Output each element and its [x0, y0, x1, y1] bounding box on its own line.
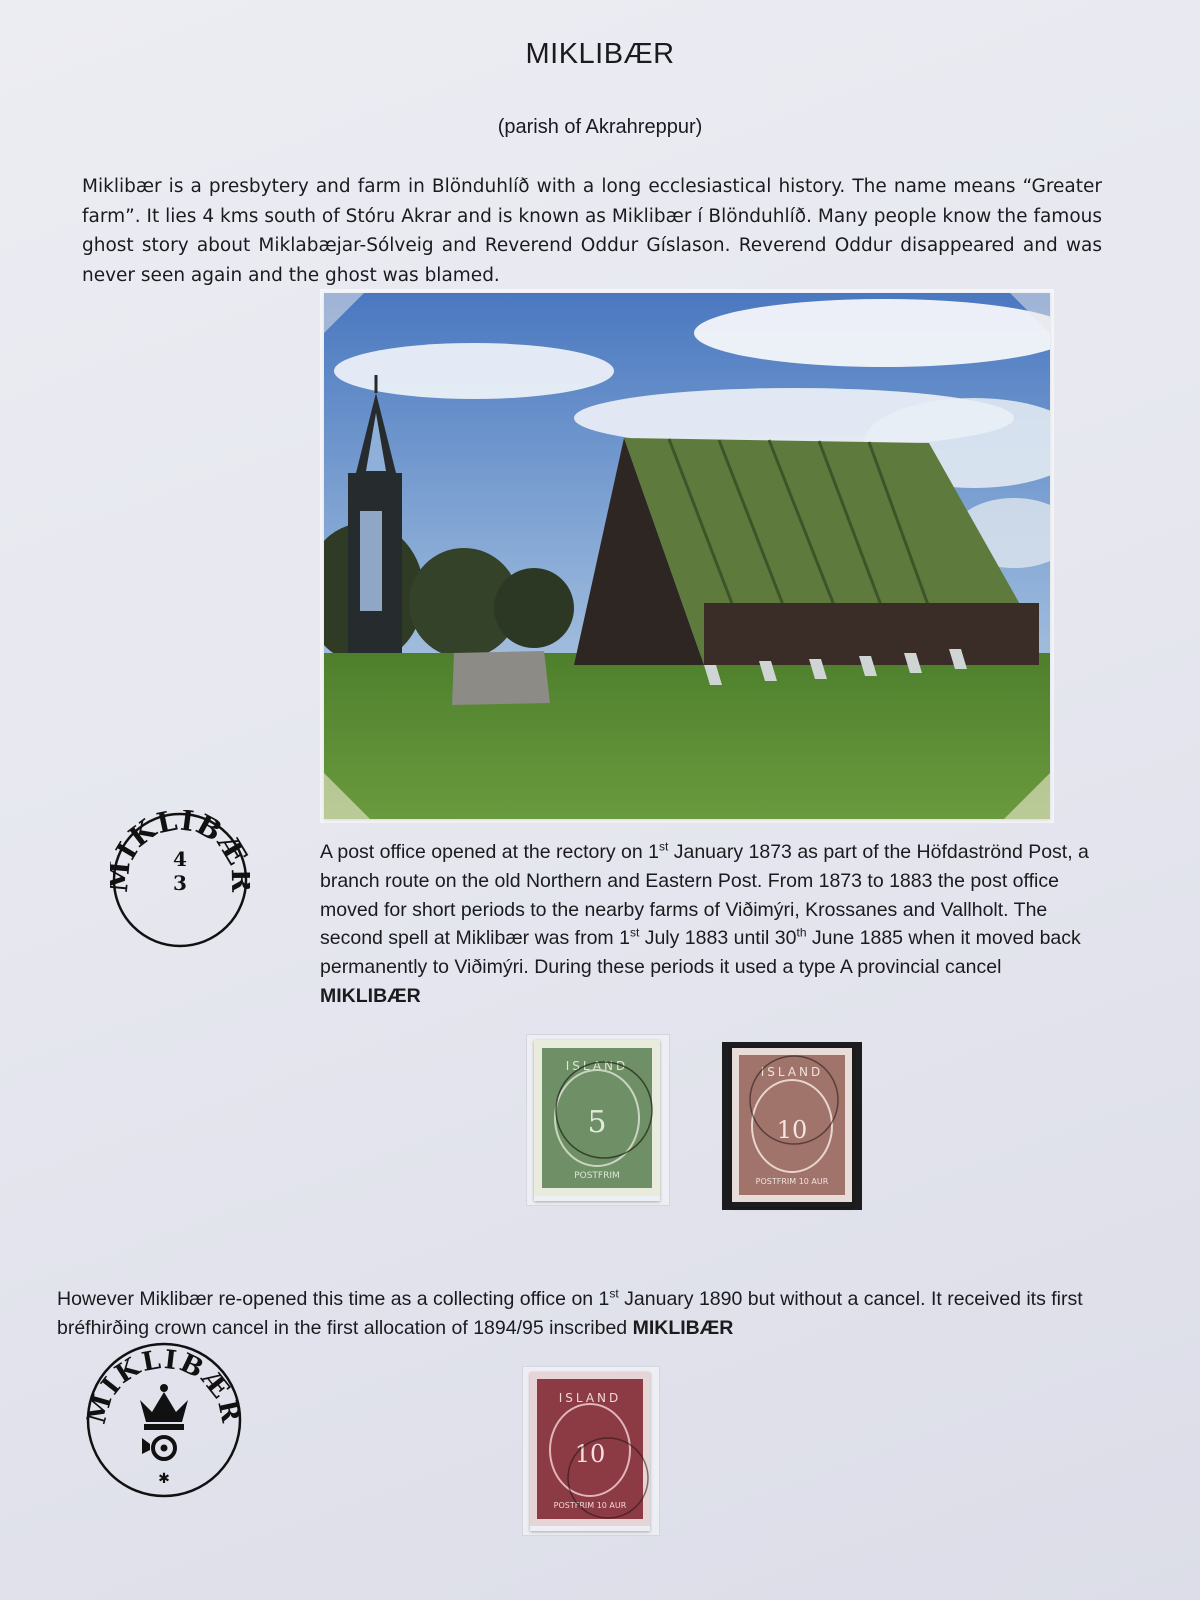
svg-text:4: 4 — [173, 847, 187, 871]
crown-cancel — [84, 1340, 244, 1505]
svg-text:10: 10 — [776, 1116, 808, 1144]
church-photo — [324, 293, 1050, 819]
svg-text:MIKLIBÆR: IKLIB — [110, 810, 229, 865]
stamp-5-aur — [534, 1040, 660, 1201]
collecting-office-history: However Miklibær re-opened this time as a collecting office on 1st January 1890 but without a cancel. It received its first bréfhirðing crown cancel in the first allocation of 1894/95 inscribed MIKLIBÆR — [57, 1286, 1083, 1339]
type-a-cancel — [110, 810, 250, 955]
svg-text:POSTFRIM 10 AUR: POSTFRIM 10 AUR — [755, 1177, 829, 1186]
svg-text:10: 10 — [574, 1440, 606, 1468]
svg-text:POSTFRIM: POSTFRIM — [574, 1171, 620, 1181]
svg-text:5: 5 — [587, 1105, 607, 1140]
post-horn-icon — [142, 1437, 175, 1459]
svg-text:MIKLIBÆR: MIKLIBÆR — [84, 1344, 244, 1428]
intro-paragraph: Miklibær is a presbytery and farm in Blönduhlíð with a long ecclesiastical history. The name means “Greater farm”. It lies 4 kms south of Stóru Akrar and is known as Miklibær í Blönduhlíð. Many people know the famous ghost story about Miklabæjar-Sólveig and Reverend Oddur Gíslason. Reverend Oddur disappeared and was never seen again and the ghost was blamed. — [82, 176, 1102, 286]
stamp-10-aur-red — [530, 1372, 650, 1531]
svg-text:✱: ✱ — [158, 1471, 170, 1487]
svg-text:ISLAND: ISLAND — [558, 1391, 622, 1405]
page-subtitle: (parish of Akrahreppur) — [497, 116, 703, 138]
svg-text:ISLAND: ISLAND — [565, 1059, 629, 1073]
crown-icon — [140, 1384, 188, 1430]
post-office-history: A post office opened at the rectory on 1st January 1873 as part of the Höfdaströnd Post, a branch route on the old Northern and Eastern Post. From 1873 to 1883 the post office moved for short periods to the nearby farms of Viðimýri, Krossanes and Vallholt. The second spell at Miklibær was from 1st July 1883 until 30th June 1885 when it moved back permanently to Viðimýri. During these periods it used a type A provincial cancel MIKLIBÆR — [320, 839, 1089, 1007]
stamp-10-aur-brown — [732, 1048, 852, 1207]
page-title: MIKLIBÆR — [525, 38, 675, 70]
svg-text:POSTFRIM 10 AUR: POSTFRIM 10 AUR — [553, 1501, 627, 1510]
svg-text:ISLAND: ISLAND — [760, 1065, 824, 1079]
svg-text:3: 3 — [173, 871, 187, 895]
